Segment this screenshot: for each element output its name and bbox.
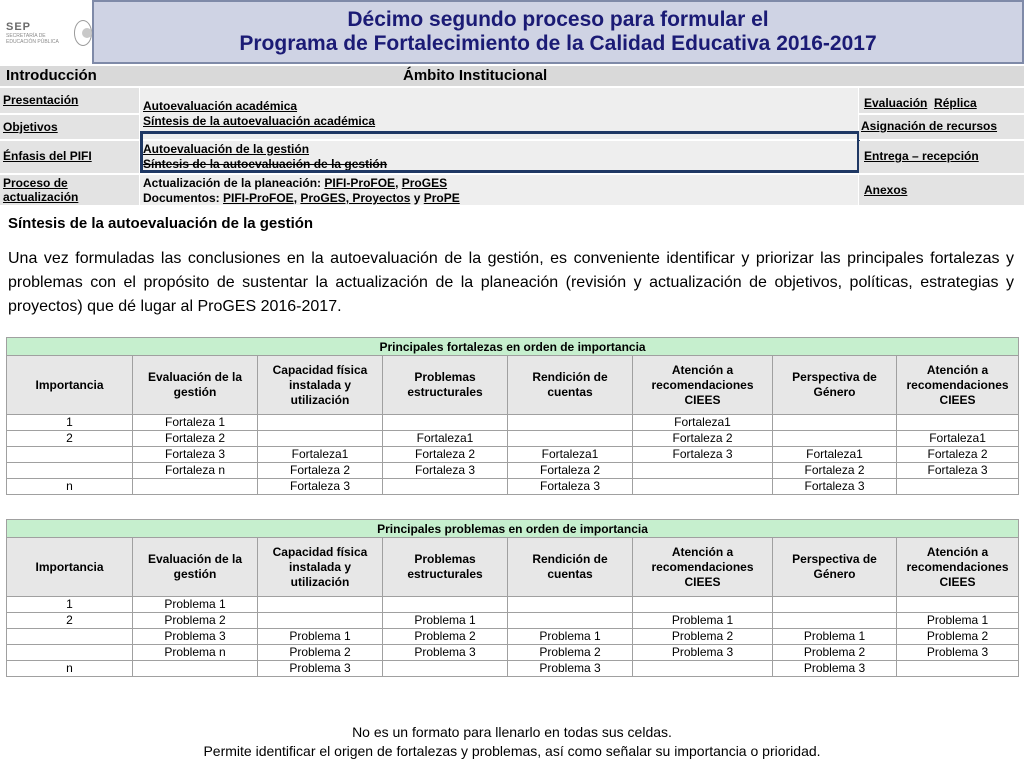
nav-presentacion[interactable] (0, 88, 139, 114)
table-cell (508, 431, 633, 447)
table-cell: Problema 2 (508, 645, 633, 661)
table-cell: Fortaleza 2 (633, 431, 773, 447)
column-header: Rendición de cuentas (508, 356, 633, 415)
table-cell: Problema n (133, 645, 258, 661)
separator-comma: , (395, 176, 402, 190)
table-row (7, 463, 1019, 479)
column-header: Atención a recomendaciones CIEES (897, 538, 1019, 597)
link-doc-proges-proyectos[interactable]: ProGES, Proyectos (300, 191, 411, 205)
table-cell (258, 431, 383, 447)
table-cell (633, 479, 773, 495)
title-line-1: Décimo segundo proceso para formular el (347, 8, 769, 31)
problemas-header-row (7, 538, 1019, 597)
table-cell: Problema 3 (633, 645, 773, 661)
problemas-body (7, 597, 1019, 677)
table-cell: Problema 1 (897, 613, 1019, 629)
column-header: Rendición de cuentas (508, 538, 633, 597)
table-cell: Fortaleza 3 (773, 479, 897, 495)
table-cell: Fortaleza1 (258, 447, 383, 463)
table-row (7, 479, 1019, 495)
table-row (7, 447, 1019, 463)
column-header: Evaluación de la gestión (133, 538, 258, 597)
table-cell: n (7, 661, 133, 677)
table-row (7, 597, 1019, 613)
nav-anexos[interactable] (859, 175, 1024, 206)
table-cell (7, 645, 133, 661)
table-cell: Fortaleza 3 (133, 447, 258, 463)
nav-evaluacion-replica (859, 88, 1024, 114)
table-cell: n (7, 479, 133, 495)
table-cell: Problema 2 (133, 613, 258, 629)
column-header: Atención a recomendaciones CIEES (897, 356, 1019, 415)
table-cell: Problema 3 (773, 661, 897, 677)
table-cell (258, 415, 383, 431)
table-cell (773, 431, 897, 447)
table-cell: Fortaleza 3 (508, 479, 633, 495)
actualizacion-prefix: Actualización de la planeación: (143, 176, 325, 190)
table-cell: Fortaleza 3 (258, 479, 383, 495)
separator-comma: , (293, 191, 301, 205)
nav-enfasis-label[interactable]: Énfasis del PIFI (3, 149, 92, 163)
section-paragraph: Una vez formuladas las conclusiones en la autoevaluación de la gestión, es conveniente identificar y priorizar las principales fortalezas y problemas con el propósito de sustentar la actualización de la planeación (revisión y actualización de objetivos, políticas, estrategias y proyectos) que dé lugar al ProGES 2016-2017. (8, 250, 1014, 315)
table-row (7, 629, 1019, 645)
title-line-2: Programa de Fortalecimiento de la Calidad Educativa 2016-2017 (239, 32, 877, 55)
table-cell: Problema 3 (133, 629, 258, 645)
link-doc-prope[interactable]: ProPE (423, 191, 460, 205)
problemas-table (6, 519, 1019, 677)
footer-line-2: Permite identificar el origen de fortalezas y problemas, así como señalar su importancia o prioridad. (203, 743, 821, 759)
nav-objetivos-label[interactable]: Objetivos (3, 120, 58, 134)
national-seal-icon (74, 20, 92, 46)
nav-asignacion[interactable] (859, 115, 1024, 140)
separator-y: y (410, 191, 424, 205)
column-header: Importancia (7, 538, 133, 597)
nav-academica-group (140, 88, 858, 140)
table-cell: Problema 3 (258, 661, 383, 677)
table-cell (633, 597, 773, 613)
table-cell (383, 479, 508, 495)
table-cell: Fortaleza 2 (508, 463, 633, 479)
sep-logo (0, 0, 92, 66)
nav-entrega[interactable] (859, 141, 1024, 174)
table-cell (383, 661, 508, 677)
table-cell: Problema 2 (897, 629, 1019, 645)
table-cell (773, 415, 897, 431)
ambito-label: Ámbito Institucional (403, 67, 548, 84)
column-header: Problemas estructurales (383, 538, 508, 597)
table-cell: Problema 1 (773, 629, 897, 645)
table-cell: Fortaleza 2 (133, 431, 258, 447)
table-cell: Problema 1 (633, 613, 773, 629)
column-header: Capacidad física instalada y utilización (258, 538, 383, 597)
column-header: Problemas estructurales (383, 356, 508, 415)
table-cell (258, 613, 383, 629)
table-cell: Fortaleza 2 (383, 447, 508, 463)
nav-enfasis[interactable] (0, 141, 139, 174)
table-row (7, 645, 1019, 661)
table-cell (897, 415, 1019, 431)
table-cell: Problema 2 (633, 629, 773, 645)
logo-text: SEP (6, 21, 32, 33)
column-header: Perspectiva de Género (773, 356, 897, 415)
nav-actualizacion-group (140, 175, 858, 206)
column-header: Atención a recomendaciones CIEES (633, 538, 773, 597)
table-cell (7, 447, 133, 463)
table-cell: Problema 3 (508, 661, 633, 677)
nav-proceso-label[interactable]: Proceso de actualización (3, 176, 79, 204)
nav-evaluacion[interactable]: Evaluación (864, 96, 928, 110)
column-header: Perspectiva de Género (773, 538, 897, 597)
table-row (7, 613, 1019, 629)
table-cell (773, 613, 897, 629)
documentos-prefix: Documentos: (143, 191, 224, 205)
nav-asignacion-label[interactable]: Asignación de recursos (861, 119, 998, 133)
table-cell: Fortaleza n (133, 463, 258, 479)
section-title: Síntesis de la autoevaluación de la gestión (8, 215, 314, 232)
table-cell: Fortaleza1 (773, 447, 897, 463)
table-cell: Problema 2 (383, 629, 508, 645)
nav-autoeval-academica[interactable]: Autoevaluación académica (143, 99, 298, 113)
link-pifi-profoe[interactable]: PIFI-ProFOE (324, 176, 396, 190)
table-cell: Fortaleza1 (508, 447, 633, 463)
table-cell: Problema 1 (508, 629, 633, 645)
link-proges[interactable]: ProGES (401, 176, 448, 190)
table-cell: 1 (7, 415, 133, 431)
table-cell: 2 (7, 431, 133, 447)
table-cell: Fortaleza 3 (897, 463, 1019, 479)
table-cell: Problema 1 (133, 597, 258, 613)
footer-line-1: No es un formato para llenarlo en todas sus celdas. (352, 724, 672, 740)
table-cell (633, 661, 773, 677)
nav-autoeval-gestion[interactable]: Autoevaluación de la gestión (143, 142, 310, 156)
table-cell (508, 415, 633, 431)
nav-objetivos[interactable] (0, 115, 139, 140)
table-cell (897, 479, 1019, 495)
column-header: Evaluación de la gestión (133, 356, 258, 415)
table-cell: 1 (7, 597, 133, 613)
nav-replica[interactable]: Réplica (934, 96, 977, 110)
problemas-caption: Principales problemas en orden de importancia (7, 520, 1019, 538)
table-cell (133, 661, 258, 677)
column-header: Capacidad física instalada y utilización (258, 356, 383, 415)
column-header: Atención a recomendaciones CIEES (633, 356, 773, 415)
table-row (7, 415, 1019, 431)
table-cell: Problema 2 (773, 645, 897, 661)
table-cell (897, 597, 1019, 613)
table-cell: Problema 3 (383, 645, 508, 661)
table-cell: Fortaleza 2 (897, 447, 1019, 463)
table-cell (7, 629, 133, 645)
table-cell: Fortaleza 2 (773, 463, 897, 479)
title-banner (92, 0, 1024, 64)
nav-entrega-label[interactable]: Entrega – recepción (864, 149, 979, 163)
table-cell (508, 613, 633, 629)
table-cell (258, 597, 383, 613)
table-cell (383, 415, 508, 431)
nav-sintesis-academica[interactable]: Síntesis de la autoevaluación académica (143, 114, 376, 128)
fortalezas-body (7, 415, 1019, 495)
column-header: Importancia (7, 356, 133, 415)
logo-subtext: SECRETARÍA DE EDUCACIÓN PÚBLICA (6, 33, 59, 45)
table-cell: 2 (7, 613, 133, 629)
nav-sintesis-gestion[interactable]: Síntesis de la autoevaluación de la gestión (143, 157, 388, 171)
table-cell: Fortaleza1 (633, 415, 773, 431)
fortalezas-header-row (7, 356, 1019, 415)
table-cell (897, 661, 1019, 677)
nav-anexos-label[interactable]: Anexos (864, 183, 908, 197)
table-cell: Fortaleza 1 (133, 415, 258, 431)
footer-note (0, 723, 1024, 761)
table-row (7, 431, 1019, 447)
nav-gestion-group (140, 141, 858, 174)
table-cell (633, 463, 773, 479)
table-cell (133, 479, 258, 495)
table-cell: Fortaleza 2 (258, 463, 383, 479)
table-cell: Fortaleza 3 (633, 447, 773, 463)
table-cell: Problema 2 (258, 645, 383, 661)
table-cell (383, 597, 508, 613)
table-cell (773, 597, 897, 613)
table-cell: Problema 3 (897, 645, 1019, 661)
table-cell (7, 463, 133, 479)
link-doc-pifi-profoe[interactable]: PIFI-ProFOE (223, 191, 294, 205)
table-cell: Fortaleza 3 (383, 463, 508, 479)
table-cell: Problema 1 (258, 629, 383, 645)
nav-presentacion-label[interactable]: Presentación (3, 93, 79, 107)
intro-label: Introducción (6, 67, 97, 84)
fortalezas-caption: Principales fortalezas en orden de importancia (7, 338, 1019, 356)
table-row (7, 661, 1019, 677)
table-cell: Problema 1 (383, 613, 508, 629)
table-cell (508, 597, 633, 613)
fortalezas-table (6, 337, 1019, 495)
nav-proceso[interactable] (0, 175, 139, 206)
section-strip (0, 66, 1024, 86)
table-cell: Fortaleza1 (897, 431, 1019, 447)
table-cell: Fortaleza1 (383, 431, 508, 447)
